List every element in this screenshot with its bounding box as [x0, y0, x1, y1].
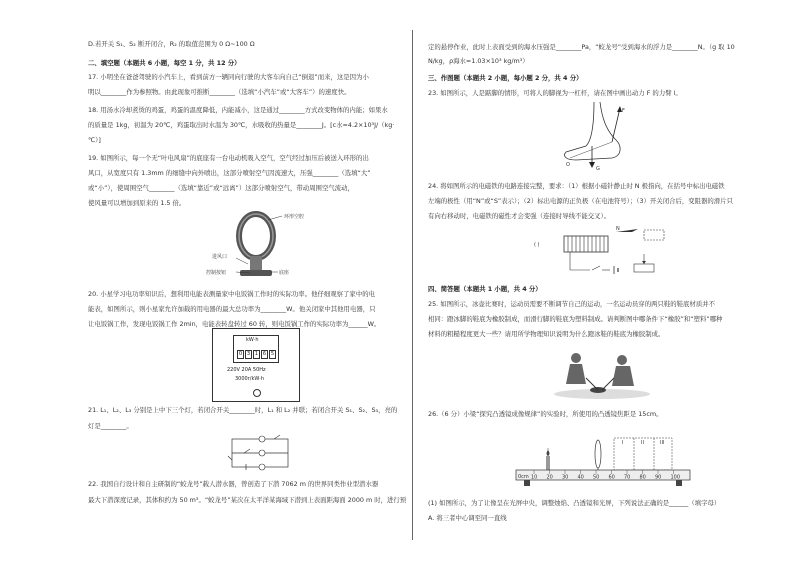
- meter-digit: 5: [270, 351, 275, 357]
- q18-line3: ℃）]: [88, 136, 101, 144]
- bench-zone-2: II: [641, 440, 644, 446]
- q21-line2: 灯是________。: [88, 422, 133, 430]
- fan-label-base: 底座: [279, 270, 290, 276]
- q26-text: 26.（6 分）小梁“探究凸透镜成像规律”的实验时，所使用的凸透镜焦距是 15cm。: [428, 410, 663, 418]
- q20-line2: 能表，如图所示，则小星家允许加载的用电器的最大总功率为________W。他关闭家中其他用电器，只: [88, 305, 376, 313]
- meter-digit: 3: [246, 351, 251, 357]
- electromagnet-circuit-figure: [534, 224, 674, 276]
- meter-digit: 0: [238, 351, 243, 357]
- q23-text: 23. 如图所示，人是踮脚的情形，可将人的脚视为一杠杆，请在图中画出动力 F 的力臂 l。: [428, 89, 682, 97]
- meter-digit: 1: [254, 351, 259, 357]
- curling-figure: [552, 348, 652, 404]
- fan-label-inlet: 进风口: [212, 254, 228, 260]
- foot-label-F: F: [622, 108, 625, 114]
- q22-line2: 最大下潜深度记录，其体积约为 50 m³。“蛟龙号”某次在太平洋某海域下潜到上表面距海面 2000 m 时，进行预: [88, 496, 407, 504]
- bench-tick-label: 40: [577, 474, 584, 481]
- fan-label-ring: 环形空腔: [284, 214, 305, 220]
- meter-digit: 6: [262, 351, 267, 357]
- bench-tick-label: 100: [670, 474, 681, 481]
- q19-line4: 使风量可以增加到原来的 1.5 倍。: [88, 199, 186, 207]
- q24-line3: 有向右移动时，电磁铁的磁性才会变强（连接时导线不能交叉）。: [428, 212, 611, 220]
- bench-tick-label: 10: [531, 474, 538, 481]
- q18-line1: 18. 用汤水冷却煮烫的鸡蛋，鸡蛋的温度降低，内能减小，这是通过________方式改变物体的内能；如果水: [88, 106, 388, 114]
- em-pole-parenthesis: ( ): [534, 242, 540, 248]
- q24-line2: 左端的极性（用“N”或“S”表示）；（2）标出电源的正负极（在电池符号）；（3）开关闭合后，变阻器的滑片只: [428, 197, 733, 205]
- section-fill-blank-heading: 二、填空题（本题共 6 小题，每空 1 分，共 12 分）: [88, 59, 241, 67]
- q19-line1: 19. 如图所示，每一个无“叶电风扇”的底座有一台电动机吸入空气，空气经过加压后被送入环形的出: [88, 154, 369, 162]
- bench-zone-1: I: [622, 440, 624, 446]
- q21-line1: 21. L₁、L₂、L₃ 分别是上中下三个灯，若闭合开关________时，L₁ 和 L₂ 并联；若闭合开关 S₁、S₂、S₃，亮的: [88, 406, 398, 414]
- bench-tick-label: 80: [639, 474, 646, 481]
- q22-line4: N/kg，ρ海水=1.03×10³ kg/m³）: [428, 57, 529, 65]
- q19-line2: 风口，从宽度只有 1.3mm 的细缝中向外喷出，这部分喷射空气因流速大，压强________（选填“大”: [88, 169, 371, 177]
- column-divider: [412, 30, 413, 540]
- q20-line1: 20. 小星学习电功率知识后，想利用电能表测量家中电饭锅工作时的实际功率。他仔细观察了家中的电: [88, 290, 375, 298]
- bench-tick-label: 70: [624, 474, 631, 481]
- bench-tick-label: 60: [608, 474, 615, 481]
- q25-line2: 相同：蹬冰脚的鞋底为橡胶制成，而滑行脚的鞋底为塑料制成。请判断图中哪条件下“橡胶”和“塑料”哪种: [428, 315, 723, 323]
- meter-window: [233, 335, 279, 363]
- q25-line3: 材料的粗糙程度更大一些？请用所学物理知识说明为什么蹬冰鞋的鞋底为橡胶制成。: [428, 330, 665, 338]
- bench-zone-3: III: [660, 440, 665, 446]
- foot-label-O: O: [566, 162, 570, 168]
- q16-option-d: D.若开关 S₁、S₂ 断开闭合，R₂ 的取值范围为 0 Ω~100 Ω: [88, 40, 255, 48]
- bench-tick-label: 20: [546, 474, 553, 481]
- q25-line1: 25. 如图所示，冰壶比赛时，运动员需要不断调节自己的运动，一名运动员穿的两只鞋的鞋底材质并不: [428, 300, 715, 308]
- q26-option-a: A. 将三者中心调至同一直线: [428, 514, 507, 522]
- lamp-circuit-figure: [226, 436, 296, 470]
- q17-line1: 17. 小明坐在爸爸驾驶的小汽车上，看到前方一辆同向行驶的大客车向自己“倒退”而来，这是因为小: [88, 73, 369, 81]
- q26-part1: (1) 如图所示，为了让像呈在光屏中央，调整烛焰、凸透镜和光屏，下列说法正确的是______（填字母）: [428, 499, 721, 507]
- q22-line3: 定的悬停作业，此时上表面受到的海水压强是________Pa，“蛟龙号”受到海水的浮力是________N。（g 取 10: [428, 43, 735, 51]
- bench-tick-label: 90: [655, 474, 662, 481]
- section-drawing-heading: 三、作图题（本题共 2 小题，每小题 2 分，共 4 分）: [428, 74, 583, 82]
- q20-line3: 让电饭锅工作，发现电饭锅工作 2min，电能表转盘转过 60 转，则电饭锅工作的实际功率为______W。: [88, 320, 381, 328]
- q24-line1: 24. 将如图所示的电磁铁的电路连接完整，要求：（1）根据小磁针静止时 N 极指向，在括号中标出电磁铁: [428, 182, 725, 190]
- q19-line3: 或“小”），使周围空气________（选填“靠近”或“远离”）这部分喷射空气，带动周围空气流动，: [88, 184, 354, 192]
- meter-digits: [237, 350, 276, 359]
- q17-line2: 明以________作为参照物。由此现象可推断________（选填“小汽车”或“大客车”）的速度快。: [88, 88, 351, 96]
- bladeless-fan-figure: [206, 208, 338, 280]
- meter-spec: 220V 20A 50Hz: [227, 367, 266, 373]
- foot-lever-figure: [556, 100, 636, 172]
- meter-screw: [253, 389, 261, 397]
- q22-line1: 22. 我国自行设计和自主研制的“蛟龙号”载人潜水器，曾创造了下潜 7062 m 的世界同类作业型潜水器: [88, 480, 379, 488]
- fan-label-button: 控制按钮: [206, 270, 227, 276]
- energy-meter-figure: [212, 328, 300, 402]
- q18-line2: 的质量是 1kg，初温为 20℃，鸡蛋取出时水温为 30℃，水吸收的热量是________J。[c水=4.2×10³J/（kg·: [88, 121, 395, 129]
- bench-tick-label: 50: [593, 474, 600, 481]
- bench-tick-label: 30: [562, 474, 569, 481]
- em-compass-N: N: [616, 226, 620, 232]
- foot-label-G: G: [596, 166, 600, 172]
- meter-revolutions: 3000r/kW·h: [235, 376, 265, 382]
- section-short-answer-heading: 四、简答题（本题共 1 小题，共 4 分）: [428, 285, 542, 293]
- bench-zero: 0cm: [518, 474, 529, 480]
- optical-bench-figure: [514, 432, 694, 490]
- meter-unit: kW·h: [246, 337, 259, 343]
